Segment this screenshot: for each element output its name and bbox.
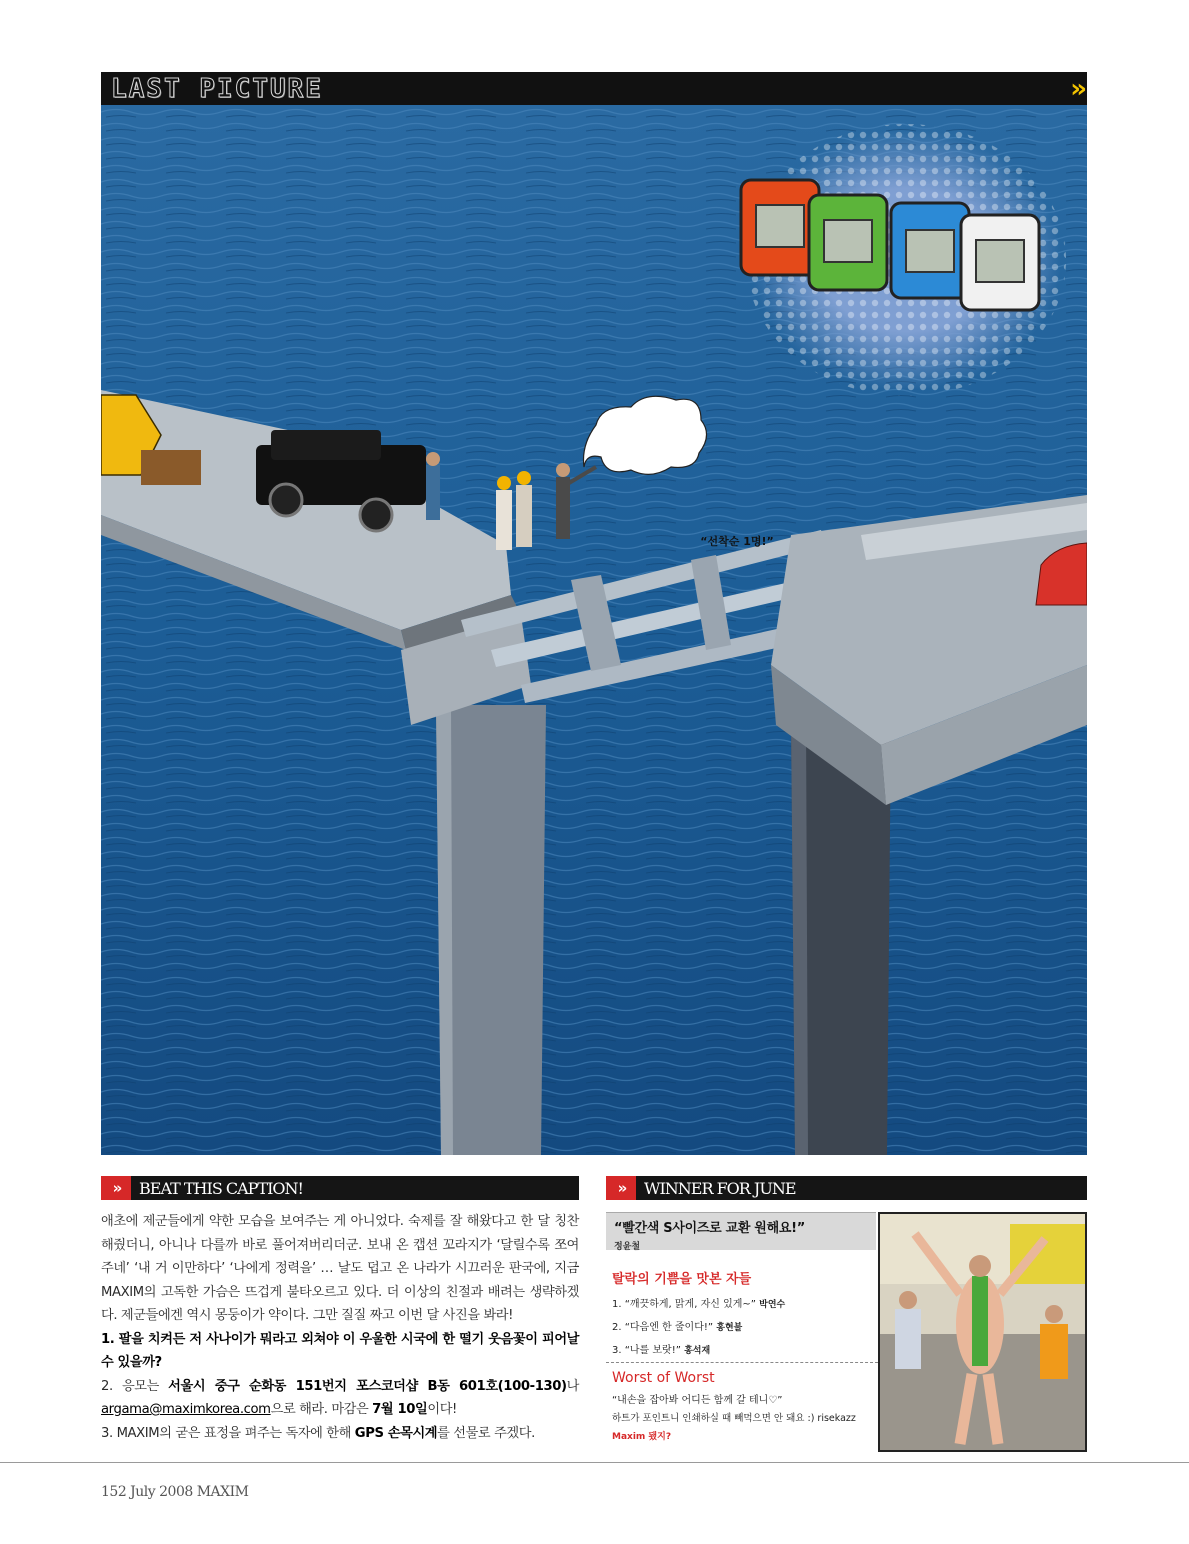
list-item (612, 1316, 878, 1339)
runners-up-heading: 탈락의 기쁨을 맛본 자들 (612, 1272, 752, 1287)
deadline: 7월 10일 (372, 1402, 428, 1417)
beat-caption-header (101, 1176, 579, 1200)
list-item (612, 1293, 878, 1316)
caption-rule-1: 1. 팔을 치켜든 저 사나이가 뭐라고 외쳐야 이 우울한 시국에 한 떨기 웃음꽃이 피어날 수 있을까? (101, 1331, 579, 1370)
list-item (612, 1339, 878, 1362)
winner-header (606, 1176, 1087, 1200)
winner-name: 정윤철 (614, 1242, 641, 1252)
winner-title: WINNER FOR JUNE (644, 1178, 796, 1198)
page-folio: 152 July 2008 MAXIM (101, 1484, 249, 1500)
rule-2-mid: 나 (566, 1378, 579, 1394)
beat-caption-title: BEAT THIS CAPTION! (139, 1178, 303, 1198)
runner-quote: 2. “다음엔 한 줄이다!” (612, 1322, 714, 1333)
runner-name: 박연수 (759, 1300, 786, 1310)
worst-heading: Worst of Worst (612, 1370, 715, 1386)
winner-quote-box (606, 1212, 876, 1250)
worst-note: 하트가 포인트니 인쇄하실 때 빼먹으면 안 돼요 :) risekazz (612, 1413, 856, 1424)
runner-illustration (880, 1214, 1085, 1450)
main-photo (101, 105, 1087, 1155)
caption-rule-2 (101, 1375, 579, 1422)
rule-2-prefix: 2. 응모는 (101, 1378, 169, 1394)
speech-bubble-text: “선착순 1명!” (700, 535, 774, 548)
contest-email-link[interactable]: argama@maximkorea.com (101, 1402, 271, 1417)
divider (606, 1362, 878, 1363)
marathon-photo (878, 1212, 1087, 1452)
beat-caption-body (101, 1210, 579, 1445)
worst-of-worst (612, 1370, 878, 1446)
runner-name: 홍현불 (716, 1323, 743, 1333)
runner-quote: 1. “깨끗하게, 맑게, 자신 있게~” (612, 1299, 756, 1310)
caption-intro: 애초에 제군들에게 약한 모습을 보여주는 게 아니었다. 숙제를 잘 해왔다고 한 달 칭찬해줬더니, 아니나 다를까 바로 풀어져버리더군. 보내 온 캡션 꼬라지가 ‘달릴수록 쪼여주네’ ‘내 거 이만하다’ ‘나에게 정력을’ … 날도 덥고 온 나라가 시끄러운 판국에, 지금 MAXIM의 고독한 가슴은 뜨겁게 불타오르고 있다. 더 이상의 친절과 배려는 생략하겠다. 제군들에겐 역시 몽둥이가 약이다. 그만 질질 짜고 이번 달 사진을 봐라! (101, 1214, 579, 1323)
rule-3-prefix: 3. MAXIM의 굳은 표정을 펴주는 독자에 한해 (101, 1425, 355, 1441)
section-header (101, 72, 1087, 105)
caption-rule-3 (101, 1422, 579, 1446)
runners-up (612, 1268, 878, 1362)
double-chevron-icon: » (101, 1176, 131, 1200)
rule-2-end: 이다! (427, 1402, 457, 1417)
worst-quote: “내손을 잡아봐 어디든 함께 갈 테니♡” (612, 1395, 783, 1406)
prize: GPS 손목시계 (354, 1425, 438, 1441)
worst-sign: Maxim 됐지? (612, 1432, 672, 1442)
winner-quote: “빨간색 S사이즈로 교환 원해요!” (614, 1221, 805, 1236)
mailing-address: 서울시 중구 순화동 151번지 포스코더샵 B동 601호(100-130) (168, 1378, 567, 1394)
runner-quote: 3. “나를 보랏!” (612, 1345, 681, 1356)
double-chevron-icon: » (1070, 73, 1081, 104)
rule-3-suffix: 를 선물로 주겠다. (437, 1425, 535, 1441)
rule-2-suffix: 으로 해라. 마감은 (270, 1402, 373, 1417)
double-chevron-icon: » (606, 1176, 636, 1200)
bridge-illustration (101, 105, 1087, 1155)
page-rule (0, 1462, 1189, 1463)
section-title: LAST PICTURE (111, 73, 323, 104)
runner-name: 홍석재 (684, 1346, 711, 1356)
